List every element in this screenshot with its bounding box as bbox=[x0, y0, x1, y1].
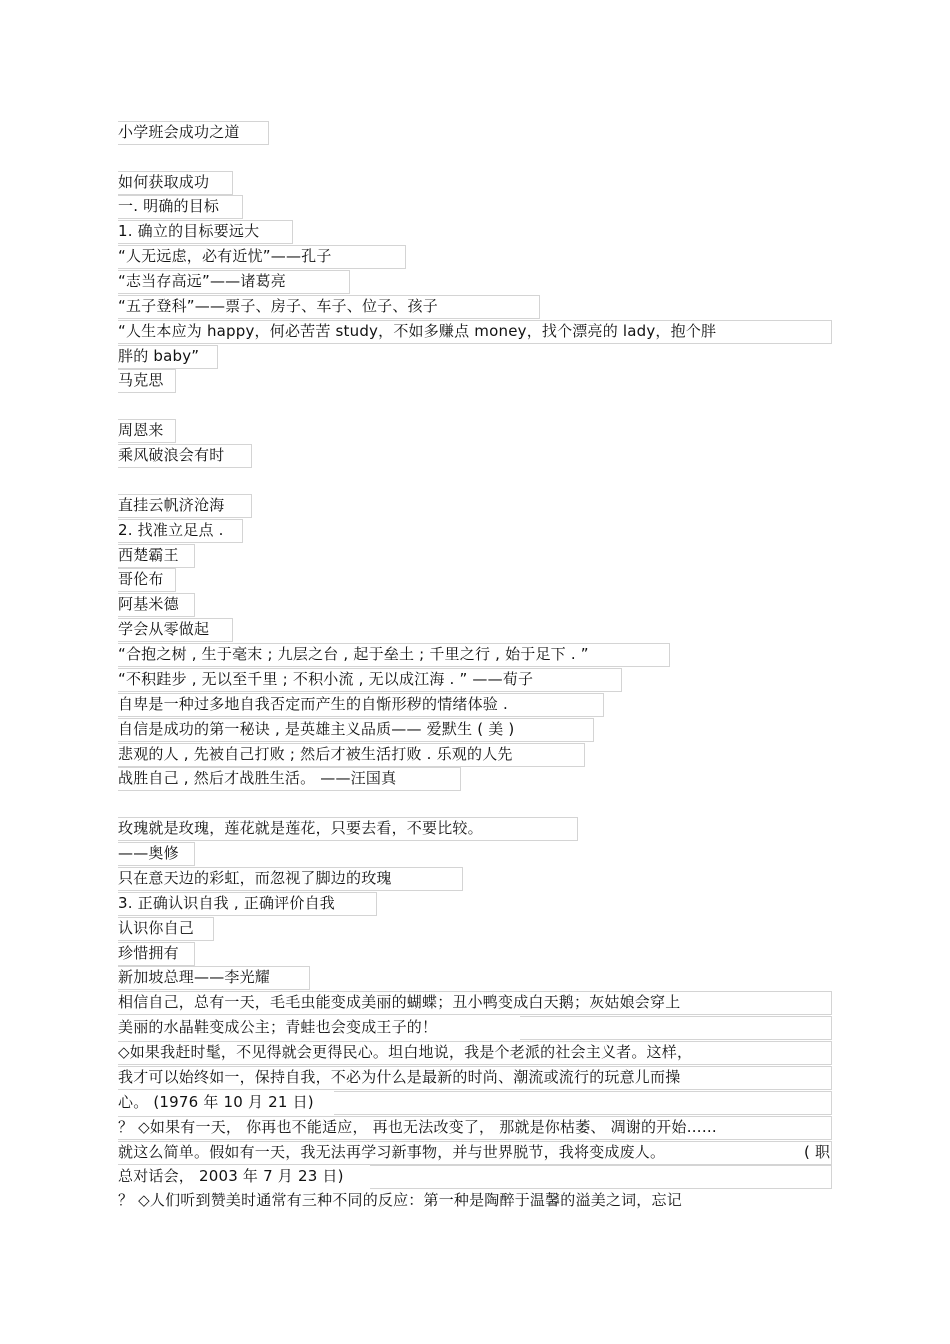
subsection-heading: 1. 确立的目标要远大 bbox=[118, 222, 260, 240]
text-line: ◇如果我赶时髦，不见得就会更得民心。坦白地说，我是个老派的社会主义者。这样， bbox=[118, 1043, 693, 1061]
section-heading: 一. 明确的目标 bbox=[118, 197, 220, 215]
text-line: 直挂云帆济沧海 bbox=[118, 496, 225, 514]
text-line: 乘风破浪会有时 bbox=[118, 446, 225, 464]
text-line: 认识你自己 bbox=[118, 919, 195, 937]
quote-line: “人生本应为 happy，何必苦苦 study，不如多赚点 money，找个漂亮的 lady，抱个胖 bbox=[118, 322, 717, 340]
document-title: 小学班会成功之道 bbox=[118, 123, 240, 141]
text-line: ？ ◇人们听到赞美时通常有三种不同的反应：第一种是陶醉于温馨的溢美之词，忘记 bbox=[118, 1191, 682, 1209]
text-line: 自信是成功的第一秘诀 , 是英雄主义品质—— 爱默生 ( 美 ) bbox=[118, 720, 515, 738]
quote-line: “不积跬步 , 无以至千里 ; 不积小流 , 无以成江海 . ” ——荀子 bbox=[118, 670, 534, 688]
text-line: 新加坡总理——李光耀 bbox=[118, 968, 271, 986]
text-line: 战胜自己 , 然后才战胜生活。 ——汪国真 bbox=[118, 769, 397, 787]
section-heading: 如何获取成功 bbox=[118, 173, 210, 191]
text-line: 西楚霸王 bbox=[118, 546, 179, 564]
text-line: 哥伦布 bbox=[118, 570, 164, 588]
quote-line: “五子登科”——票子、房子、车子、位子、孩子 bbox=[118, 297, 438, 315]
text-line-box bbox=[334, 1091, 832, 1115]
quote-line: “合抱之树 , 生于毫末 ; 九层之台 , 起于垒土 ; 千里之行 , 始于足下 . ” bbox=[118, 645, 589, 663]
text-line: 心。 (1976 年 10 月 21 日) bbox=[118, 1093, 314, 1111]
quote-line: 胖的 baby” bbox=[118, 347, 200, 365]
text-line: 珍惜拥有 bbox=[118, 944, 179, 962]
text-line: 就这么简单。假如有一天，我无法再学习新事物，并与世界脱节，我将变成废人。 bbox=[118, 1143, 666, 1161]
text-line: 马克思 bbox=[118, 371, 164, 389]
text-line: 阿基米德 bbox=[118, 595, 179, 613]
text-line: 相信自己，总有一天，毛毛虫能变成美丽的蝴蝶；丑小鸭变成白天鹅；灰姑娘会穿上 bbox=[118, 993, 681, 1011]
quote-line: “人无远虑，必有近忧”——孔子 bbox=[118, 247, 332, 265]
text-line: 我才可以始终如一，保持自我，不必为什么是最新的时尚、潮流或流行的玩意儿而操 bbox=[118, 1068, 681, 1086]
text-line: 学会从零做起 bbox=[118, 620, 210, 638]
text-line: 玫瑰就是玫瑰，莲花就是莲花，只要去看，不要比较。 bbox=[118, 819, 483, 837]
text-line: ？ ◇如果有一天， 你再也不能适应， 再也无法改变了， 那就是你枯萎、 凋谢的开始…… bbox=[118, 1118, 717, 1136]
subsection-heading: 3. 正确认识自我 , 正确评价自我 bbox=[118, 894, 335, 912]
text-line: 只在意天边的彩虹，而忽视了脚边的玫瑰 bbox=[118, 869, 392, 887]
text-line: 美丽的水晶鞋变成公主；青蛙也会变成王子的！ bbox=[118, 1018, 438, 1036]
text-line-box bbox=[370, 1165, 832, 1189]
text-line: 悲观的人 , 先被自己打败 ; 然后才被生活打败 . 乐观的人先 bbox=[118, 745, 513, 763]
text-line: ——奥修 bbox=[118, 844, 179, 862]
text-line-box bbox=[520, 1016, 832, 1040]
text-line: 周恩来 bbox=[118, 421, 164, 439]
text-line: 总对话会， 2003 年 7 月 23 日) bbox=[118, 1167, 344, 1185]
subsection-heading: 2. 找准立足点 . bbox=[118, 521, 224, 539]
text-line-fragment: ( 职 bbox=[804, 1143, 831, 1161]
text-line: 自卑是一种过多地自我否定而产生的自惭形秽的情绪体验 . bbox=[118, 695, 508, 713]
quote-line: “志当存高远”——诸葛亮 bbox=[118, 272, 286, 290]
